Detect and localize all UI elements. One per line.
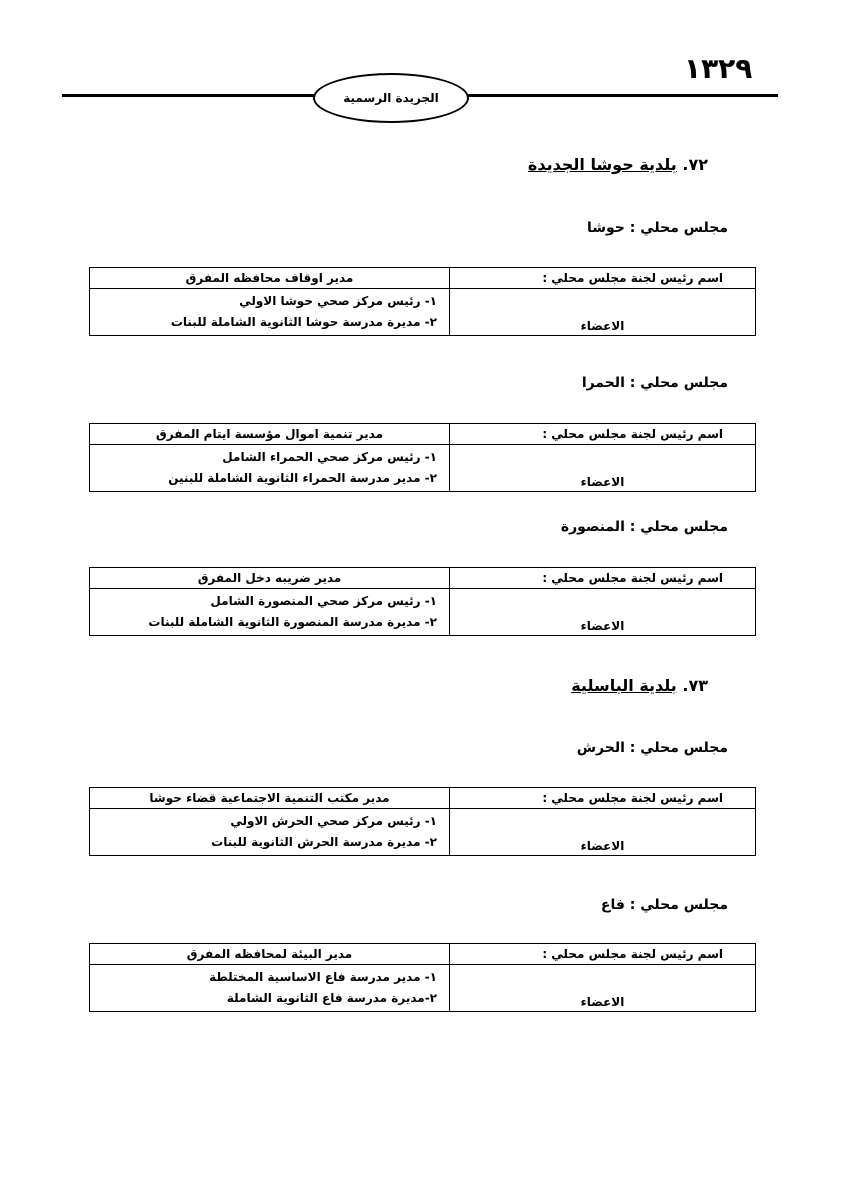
chair-label: اسم رئيس لجنة مجلس محلي :: [450, 424, 756, 445]
council-title: مجلس محلي : المنصورة: [560, 519, 728, 535]
chair-value: مدير تنمية اموال مؤسسة ايتام المفرق: [90, 424, 450, 445]
members-row: [90, 589, 756, 636]
chair-value: مدير البيئة لمحافظه المفرق: [90, 944, 450, 965]
council-table: [89, 267, 756, 336]
members-list: [90, 809, 450, 856]
member-item: ٢- مديرة مدرسة حوشا الثانوية الشاملة للبنات: [170, 315, 437, 329]
members-label: الاعضاء: [450, 965, 756, 1012]
heading-number: ٧٢.: [682, 155, 708, 174]
council-title: مجلس محلي : حوشا: [586, 220, 728, 236]
chair-row: [90, 424, 756, 445]
members-label: الاعضاء: [450, 589, 756, 636]
member-item: ٢-مديرة مدرسة فاع الثانوية الشاملة: [226, 991, 437, 1005]
members-row: [90, 809, 756, 856]
members-list: [90, 965, 450, 1012]
members-label: الاعضاء: [450, 289, 756, 336]
members-label: الاعضاء: [450, 445, 756, 492]
member-item: ١- رئيس مركز صحي المنصورة الشامل: [210, 594, 437, 608]
council-table: [89, 943, 756, 1012]
chair-value: مدير اوقاف محافظه المفرق: [90, 268, 450, 289]
chair-label: اسم رئيس لجنة مجلس محلي :: [450, 268, 756, 289]
member-item: ١- رئيس مركز صحي حوشا الاولي: [239, 294, 437, 308]
member-item: ١- رئيس مركز صحي الحرش الاولي: [230, 814, 437, 828]
members-list: [90, 289, 450, 336]
member-item: ٢- مدير مدرسة الحمراء الثانوية الشاملة للبنين: [168, 471, 437, 485]
members-row: [90, 445, 756, 492]
heading-number: ٧٣.: [682, 676, 708, 695]
municipality-heading: [571, 676, 708, 695]
member-item: ٢- مديرة مدرسة المنصورة الثانوية الشاملة للبنات: [148, 615, 437, 629]
chair-label: اسم رئيس لجنة مجلس محلي :: [450, 568, 756, 589]
chair-row: [90, 944, 756, 965]
chair-row: [90, 788, 756, 809]
members-label: الاعضاء: [450, 809, 756, 856]
municipality-heading: [528, 155, 708, 174]
members-row: [90, 289, 756, 336]
member-item: ٢- مديرة مدرسة الحرش الثانوية للبنات: [211, 835, 437, 849]
council-title: مجلس محلي : الحرش: [576, 740, 728, 756]
chair-label: اسم رئيس لجنة مجلس محلي :: [450, 788, 756, 809]
gazette-title-oval: [313, 73, 469, 123]
chair-row: [90, 268, 756, 289]
members-list: [90, 589, 450, 636]
chair-value: مدير ضريبه دخل المفرق: [90, 568, 450, 589]
council-table: [89, 787, 756, 856]
council-title: مجلس محلي : فاع: [600, 897, 728, 913]
council-title: مجلس محلي : الحمرا: [581, 375, 728, 391]
page-number: ١٣٢٩: [684, 52, 753, 85]
council-table: [89, 423, 756, 492]
member-item: ١- رئيس مركز صحي الحمراء الشامل: [222, 450, 437, 464]
chair-label: اسم رئيس لجنة مجلس محلي :: [450, 944, 756, 965]
council-table: [89, 567, 756, 636]
chair-value: مدير مكتب التنمية الاجتماعية قضاء حوشا: [90, 788, 450, 809]
chair-row: [90, 568, 756, 589]
member-item: ١- مدير مدرسة فاع الاساسية المختلطة: [209, 970, 437, 984]
heading-name: بلدية الباسلية: [571, 676, 677, 695]
members-row: [90, 965, 756, 1012]
gazette-title: الجريدة الرسمية: [343, 91, 439, 105]
heading-name: بلدية حوشا الجديدة: [527, 155, 677, 174]
members-list: [90, 445, 450, 492]
